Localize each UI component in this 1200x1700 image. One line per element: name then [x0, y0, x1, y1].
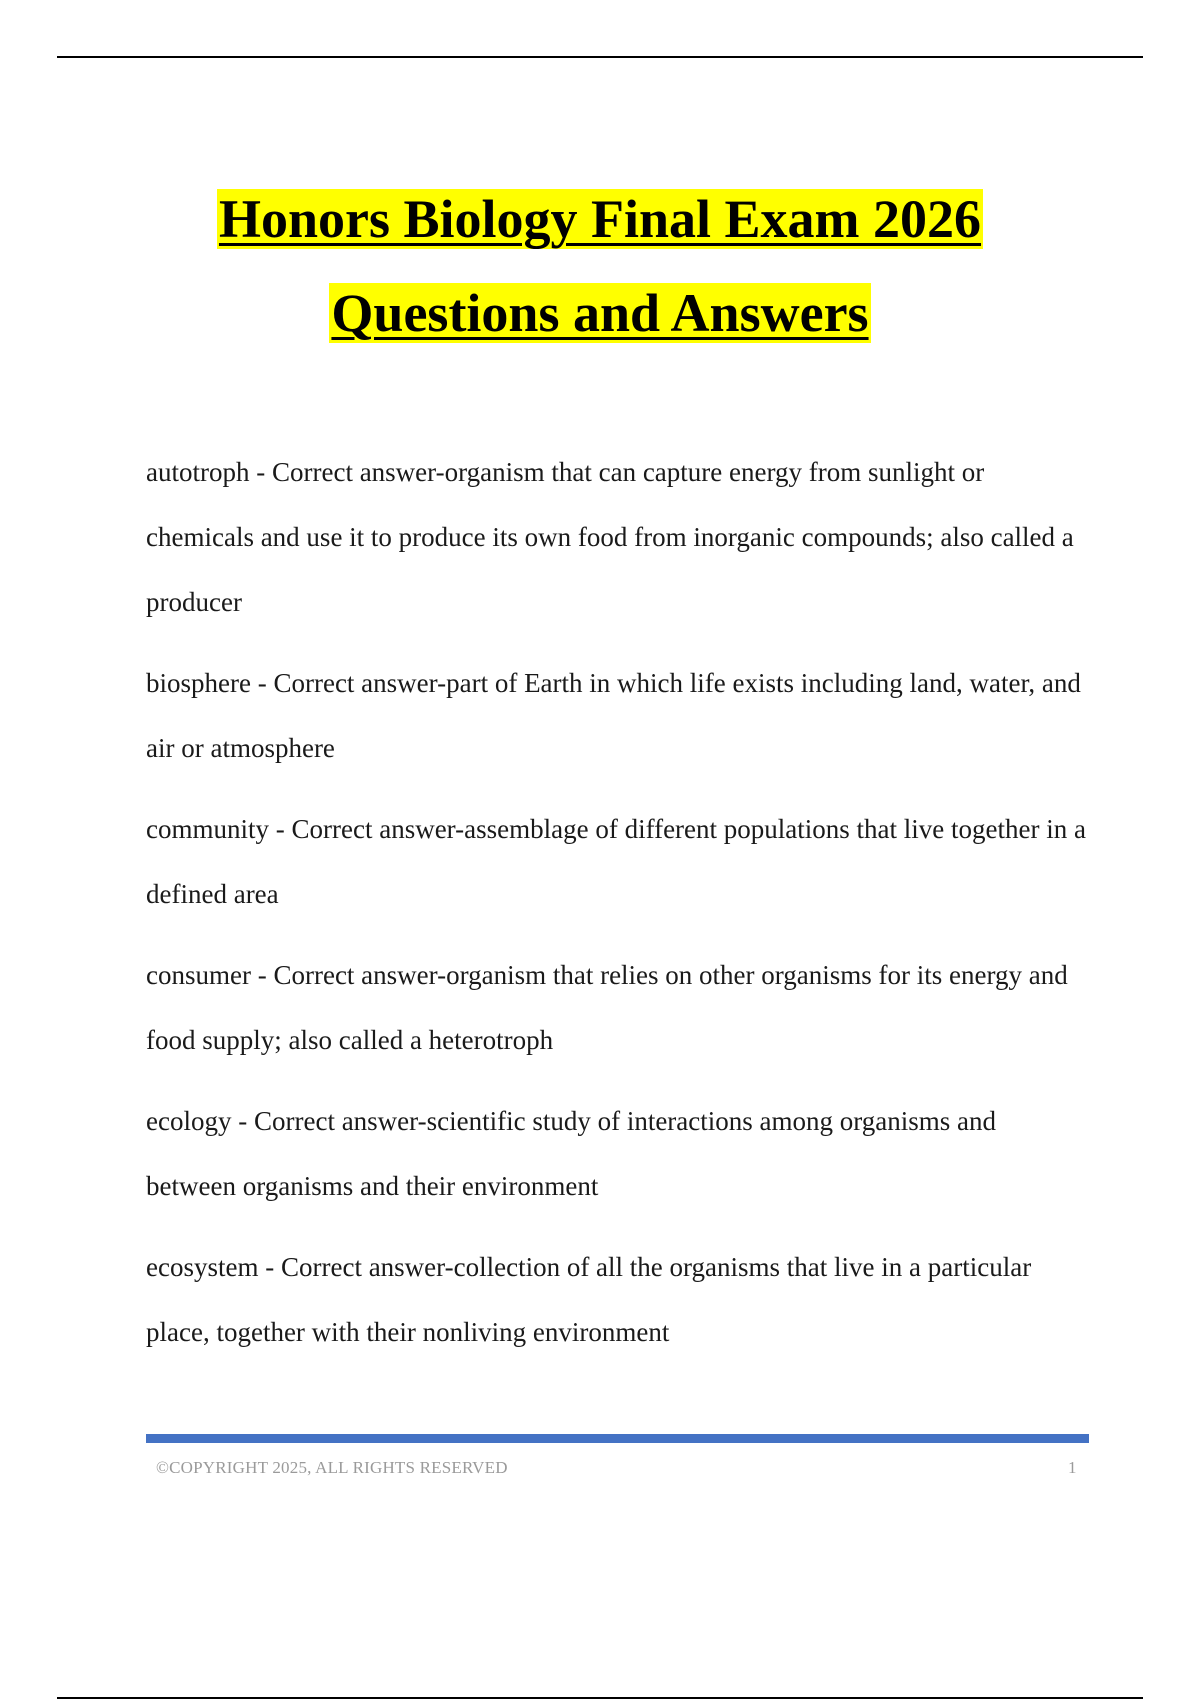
qa-entry — [146, 1235, 1091, 1365]
entry-answer: Correct answer-part of Earth in which life exists including land, water, and air or atmosphere — [146, 668, 1081, 763]
entry-term: biosphere - — [146, 668, 273, 698]
qa-entry — [146, 440, 1091, 635]
entry-term: community - — [146, 814, 292, 844]
entry-term: consumer - — [146, 960, 273, 990]
entry-answer: Correct answer-organism that can capture energy from sunlight or chemicals and use it to produce its own food from inorganic compounds; also called a producer — [146, 457, 1074, 617]
qa-entry — [146, 797, 1091, 927]
footer-divider — [146, 1434, 1089, 1443]
qa-entry-list — [146, 440, 1091, 1381]
entry-answer: Correct answer-collection of all the organisms that live in a particular place, together with their nonliving environment — [146, 1252, 1032, 1347]
top-rule — [57, 56, 1143, 58]
page-number: 1 — [1068, 1458, 1077, 1477]
title-line-2: Questions and Answers — [331, 283, 869, 343]
document-title — [0, 172, 1200, 360]
copyright-notice: ©COPYRIGHT 2025, ALL RIGHTS RESERVED — [156, 1458, 508, 1477]
entry-term: ecosystem - — [146, 1252, 281, 1282]
entry-answer: Correct answer-organism that relies on other organisms for its energy and food supply; also called a heterotroph — [146, 960, 1068, 1055]
entry-term: ecology - — [146, 1106, 254, 1136]
qa-entry — [146, 651, 1091, 781]
bottom-rule — [57, 1697, 1143, 1699]
entry-answer: Correct answer-scientific study of interactions among organisms and between organisms and their environment — [146, 1106, 996, 1201]
qa-entry — [146, 1089, 1091, 1219]
qa-entry — [146, 943, 1091, 1073]
entry-term: autotroph - — [146, 457, 272, 487]
entry-answer: Correct answer-assemblage of different populations that live together in a defined area — [146, 814, 1086, 909]
title-line-1: Honors Biology Final Exam 2026 — [218, 189, 982, 249]
